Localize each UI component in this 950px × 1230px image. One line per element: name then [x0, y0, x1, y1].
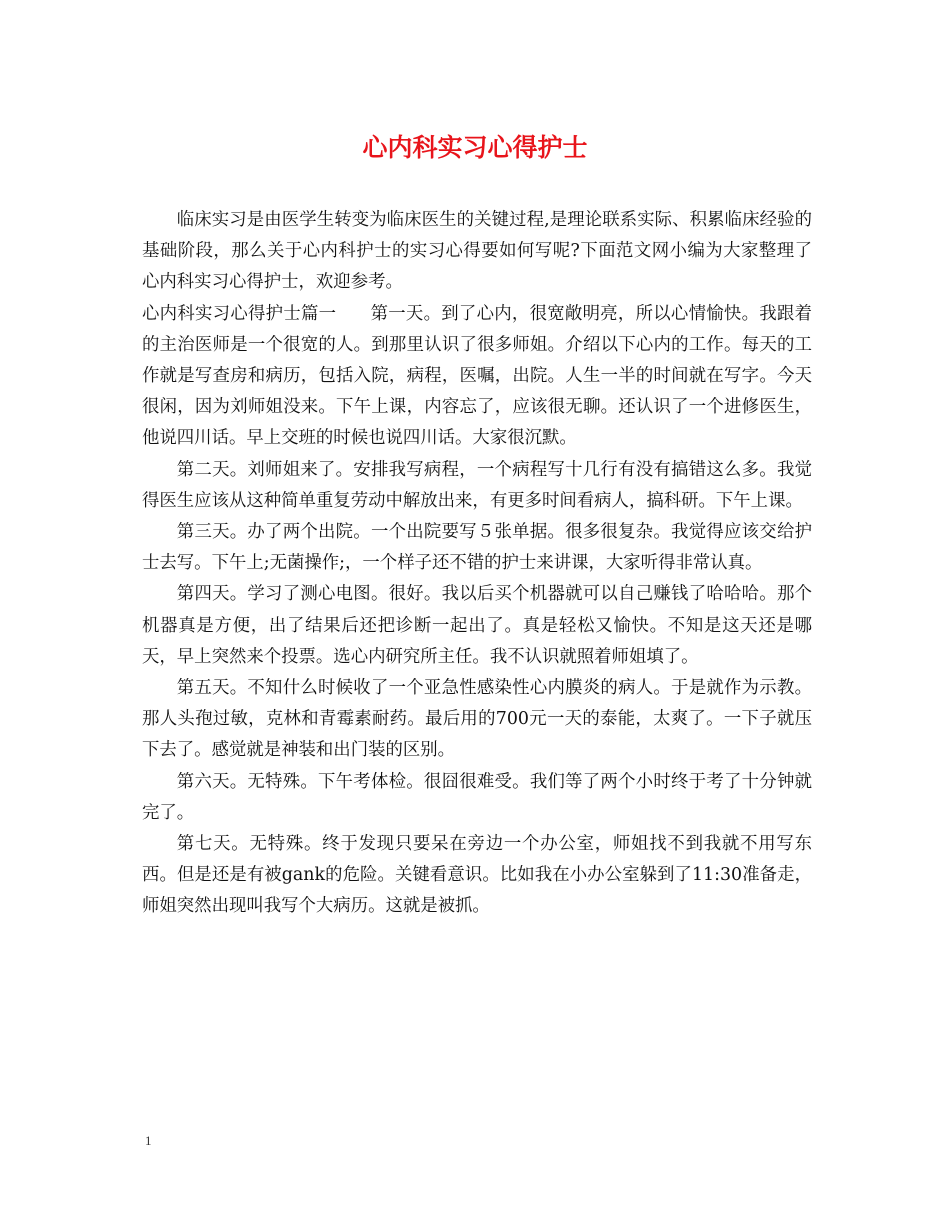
- day6-paragraph: 第六天。无特殊。下午考体检。很囧很难受。我们等了两个小时终于考了十分钟就完了。: [142, 771, 812, 823]
- section-heading: 心内科实习心得护士篇一: [142, 303, 337, 324]
- day7-paragraph: 第七天。无特殊。终于发现只要呆在旁边一个办公室，师姐找不到我就不用写东西。但是还是有被gank的危险。关键看意识。比如我在小办公室躲到了11:30准备走，师姐突然出现叫我写个大病历。这就是被抓。: [142, 834, 812, 917]
- day5-paragraph: 第五天。不知什么时候收了一个亚急性感染性心内膜炎的病人。于是就作为示教。那人头孢过敏，克林和青霉素耐药。最后用的700元一天的泰能，太爽了。一下子就压下去了。感觉就是神装和出门装的区别。: [142, 678, 812, 761]
- page-number: 1: [145, 1133, 152, 1148]
- document-title: 心内科实习心得护士: [362, 133, 588, 162]
- day1-paragraph: [142, 299, 812, 455]
- day1-text: 第一天。到了心内，很宽敞明亮，所以心情愉快。我跟着的主治医师是一个很宽的人。到那里认识了很多师姐。介绍以下心内的工作。每天的工作就是写查房和病历，包括入院，病程，医嘱，出院。人生一半的时间就在写字。今天很闲，因为刘师姐没来。下午上课，内容忘了，应该很无聊。还认识了一个进修医生，他说四川话。早上交班的时候也说四川话。大家很沉默。: [142, 303, 812, 449]
- document-body: [142, 205, 812, 923]
- day2-paragraph: 第二天。刘师姐来了。安排我写病程，一个病程写十几行有没有搞错这么多。我觉得医生应该从这种简单重复劳动中解放出来，有更多时间看病人，搞科研。下午上课。: [142, 459, 812, 511]
- day4-paragraph: 第四天。学习了测心电图。很好。我以后买个机器就可以自己赚钱了哈哈哈。那个机器真是方便，出了结果后还把诊断一起出了。真是轻松又愉快。不知是这天还是哪天，早上突然来个投票。选心内研究所主任。我不认识就照着师姐填了。: [142, 584, 812, 667]
- intro-paragraph: 临床实习是由医学生转变为临床医生的关键过程,是理论联系实际、积累临床经验的基础阶段，那么关于心内科护士的实习心得要如何写呢?下面范文网小编为大家整理了心内科实习心得护士，欢迎参考。: [142, 210, 812, 293]
- day3-paragraph: 第三天。办了两个出院。一个出院要写５张单据。很多很复杂。我觉得应该交给护士去写。下午上;无菌操作;，一个样子还不错的护士来讲课，大家听得非常认真。: [142, 522, 812, 574]
